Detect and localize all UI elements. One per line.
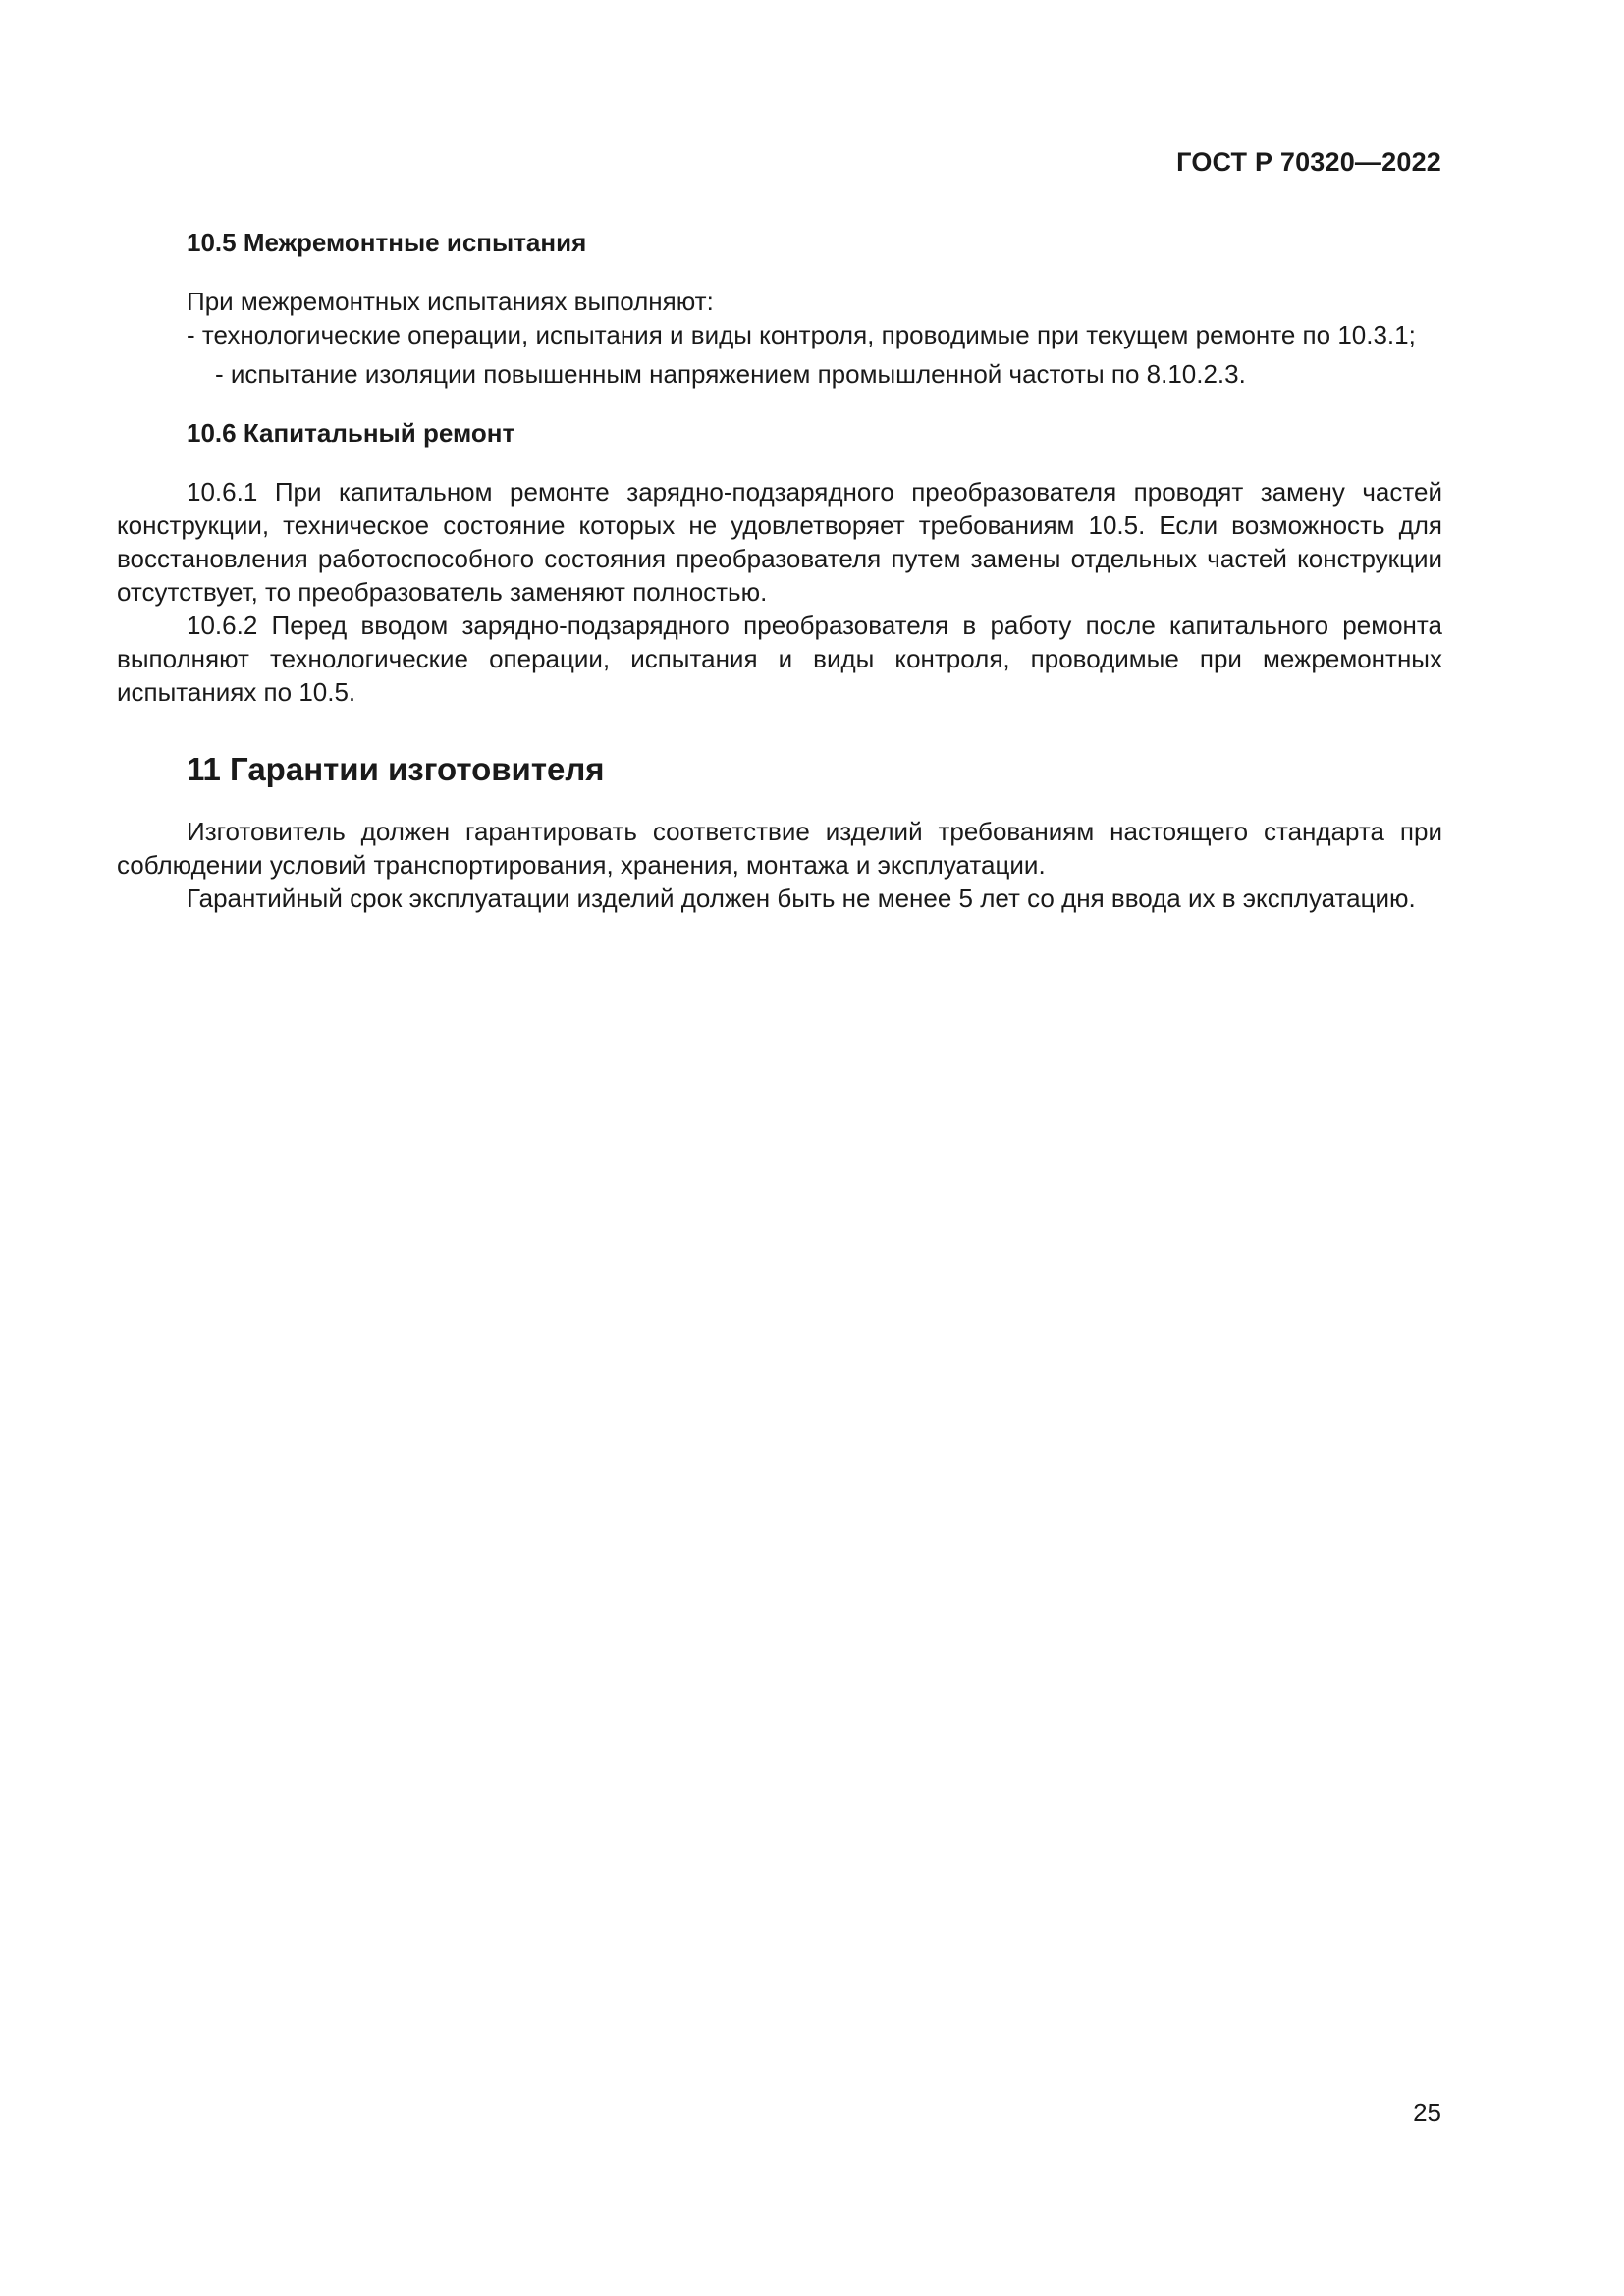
section-10-5-intro: При межремонтных испытаниях выполняют: — [187, 287, 714, 316]
section-11-heading: 11 Гарантии изготовителя — [187, 751, 605, 787]
section-11-paragraph-1: Изготовитель должен гарантировать соответствие изделий требованиям настоящего стандарта при соблюдении условий транспортирования, хранения, монтажа и эксплуатации. — [117, 817, 1442, 880]
section-10-6-heading: 10.6 Капитальный ремонт — [187, 418, 515, 448]
section-10-5-list-item-2: - испытание изоляции повышенным напряжением промышленной частоты по 8.10.2.3. — [215, 359, 1246, 389]
section-11-paragraph-2: Гарантийный срок эксплуатации изделий должен быть не менее 5 лет со дня ввода их в эксплуатацию. — [187, 883, 1416, 913]
section-10-5-list-item-1: - технологические операции, испытания и виды контроля, проводимые при текущем ремонте по 10.3.1; — [187, 320, 1416, 349]
section-10-6-1-paragraph: 10.6.1 При капитальном ремонте зарядно-подзарядного преобразователя проводят замену частей конструкции, техническое состояние которых не удовлетворяет требованиям 10.5. Если возможность для восстановления работоспособного состояния преобразователя путем замены отдельных частей конструкции отсутствует, то преобразователь заменяют полностью. — [117, 477, 1442, 607]
section-10-5-heading: 10.5 Межремонтные испытания — [187, 228, 587, 257]
page-number: 25 — [1413, 2098, 1441, 2127]
section-10-6-2-paragraph: 10.6.2 Перед вводом зарядно-подзарядного преобразователя в работу после капитального ремонта выполняют технологические операции, испытания и виды контроля, проводимые при межремонтных испытаниях по 10.5. — [117, 611, 1442, 707]
document-body — [117, 226, 1442, 915]
document-id-header: ГОСТ Р 70320—2022 — [1176, 147, 1441, 177]
